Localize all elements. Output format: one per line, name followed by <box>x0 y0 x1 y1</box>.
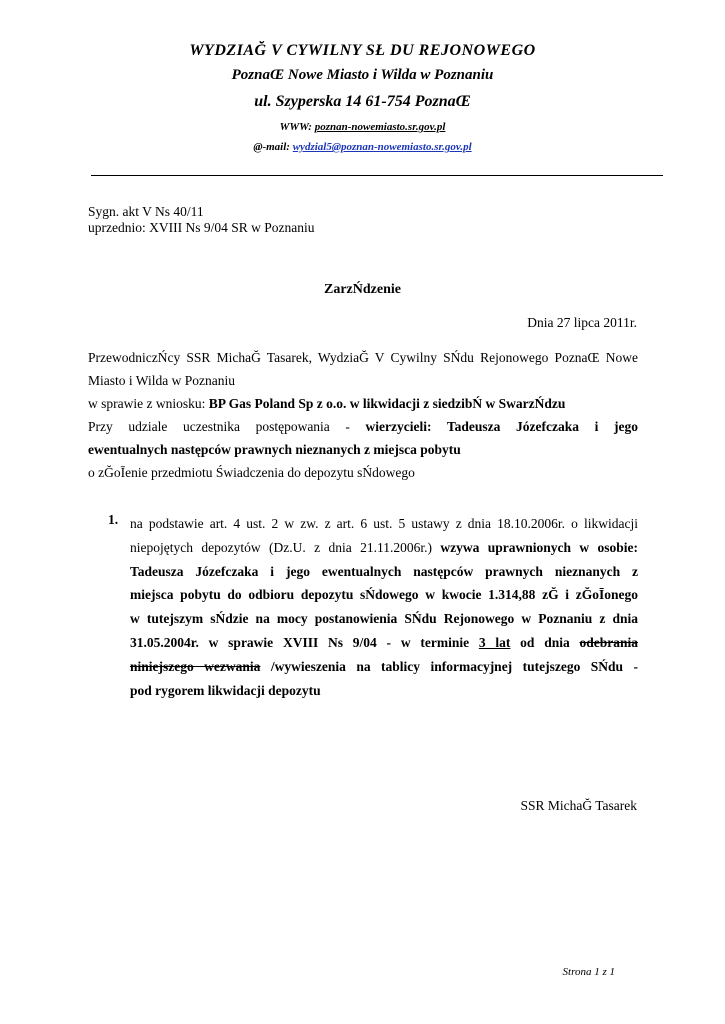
intro-line-5: ewentualnych następców prawnych nieznanych z miejsca pobytu <box>88 442 461 457</box>
item-number: 1. <box>108 512 119 527</box>
www-link[interactable]: poznan-nowemiasto.sr.gov.pl <box>314 121 446 133</box>
case-prior-signature: uprzednio: XVIII Ns 9/04 SR w Poznaniu <box>88 220 315 235</box>
case-reference <box>88 204 314 236</box>
order-item-1 <box>108 512 638 702</box>
item-text: na podstawie art. 4 ust. 2 w zw. z art. 6 ust. 5 ustawy z dnia 18.10.2006r. o likwidacji niepojętych depozytów (Dz.U. z dnia 21.11.2006r.) wzywa uprawnionych w osobie: Tadeusza Józefczaka i jego ewentualnych następców prawnych nieznanych z miejsca pobytu do odbioru depozytu sŃdowego w kwocie 1.314,88 zĞ i zĞoĪonego w tutejszym sŃdzie na mocy postanowienia SŃdu Rejonowego w Poznaniu z dnia 31.05.2004r. w sprawie XVIII Ns 9/04 - w terminie 3 lat od dnia odebrania niniejszego wezwania /wywieszenia na tablicy informacyjnej tutejszego SŃdu - pod rygorem likwidacji depozytu <box>130 516 639 698</box>
deadline-term: 3 lat <box>478 634 511 650</box>
applicant-name: BP Gas Poland Sp z o.o. w likwidacji z siedzibŃ w SwarzŃdzu <box>208 396 566 411</box>
court-district: PoznaŒ Nowe Miasto i Wilda w Poznaniu <box>231 67 494 83</box>
court-address: ul. Szyperska 14 61-754 PoznaŒ <box>254 93 471 110</box>
case-signature: Sygn. akt V Ns 40/11 <box>88 204 204 219</box>
intro-line-6: o zĞoĪenie przedmiotu Świadczenia do depozytu sŃdowego <box>88 465 415 480</box>
intro-line-2: Miasto i Wilda w Poznaniu <box>88 373 235 388</box>
court-email: @-mail: wydzial5@poznan-nowemiasto.sr.gov.pl <box>253 141 472 153</box>
document-title: ZarzŃdzenie <box>324 282 401 297</box>
intro-section <box>88 346 638 484</box>
header-divider <box>91 175 663 176</box>
signature-name: SSR MichaĞ Tasarek <box>520 798 637 813</box>
intro-line-1: PrzewodniczŃcy SSR MichaĞ Tasarek, WydziaĞ V Cywilny SŃdu Rejonowego PoznaŒ Nowe <box>88 350 638 365</box>
email-link[interactable]: wydzial5@poznan-nowemiasto.sr.gov.pl <box>292 141 472 153</box>
court-name: WYDZIAĞ V CYWILNY SŁ DU REJONOWEGO <box>189 42 536 59</box>
intro-line-4: Przy udziale uczestnika postępowania - wierzycieli: Tadeusza Józefczaka i jego <box>88 419 638 434</box>
intro-line-3: w sprawie z wniosku: BP Gas Poland Sp z o.o. w likwidacji z siedzibŃ w SwarzŃdzu <box>88 396 566 411</box>
document-date: Dnia 27 lipca 2011r. <box>527 315 637 330</box>
page-footer: Strona 1 z 1 <box>562 966 615 978</box>
court-www: WWW: poznan-nowemiasto.sr.gov.pl <box>279 121 446 133</box>
court-header <box>0 40 725 156</box>
